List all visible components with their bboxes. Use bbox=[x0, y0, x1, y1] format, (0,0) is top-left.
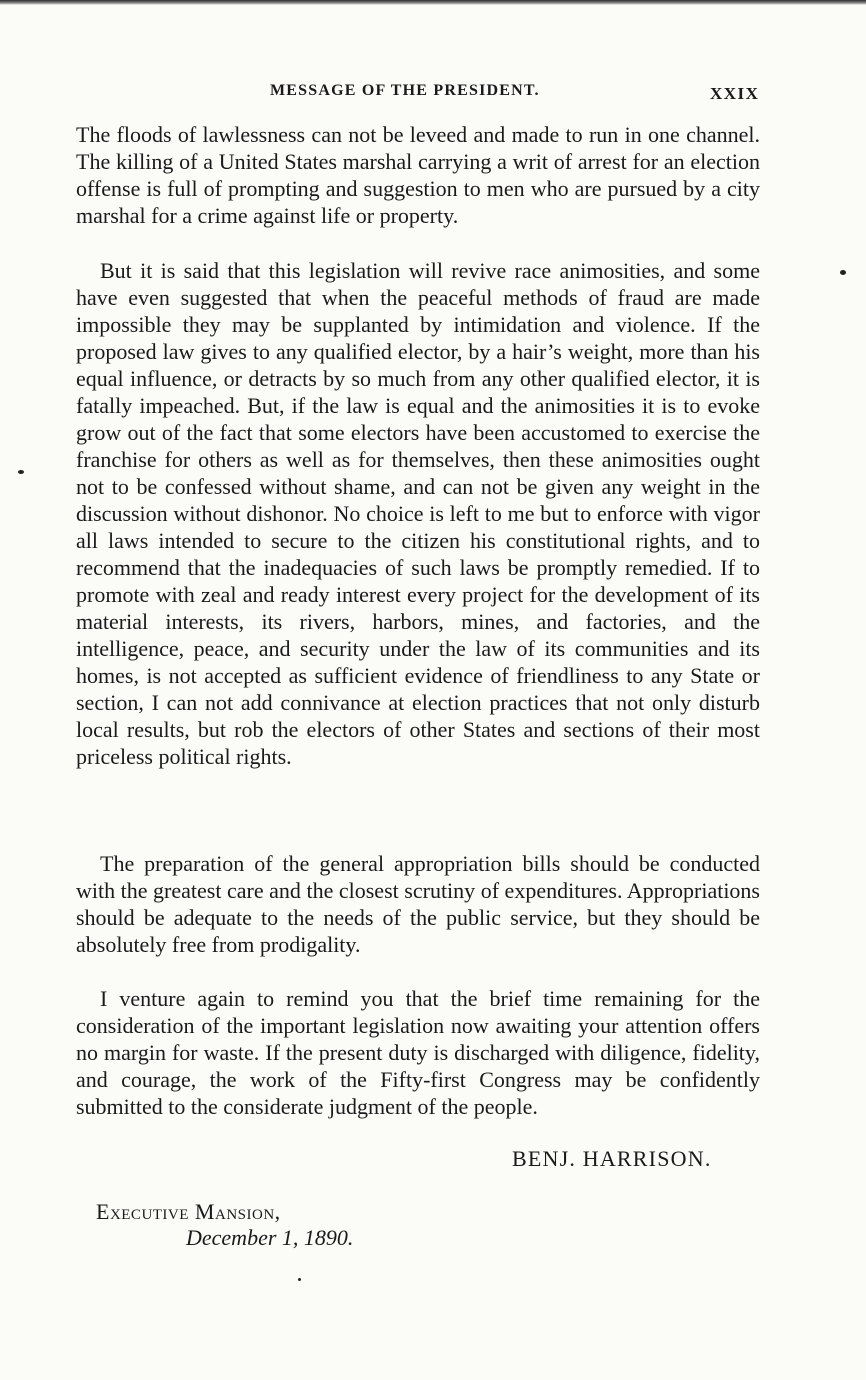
signature: BENJ. HARRISON. bbox=[512, 1146, 712, 1171]
paragraph-text: I venture again to remind you that the brief time remaining for the consideration of the important legislation now awaiting your attention offers no margin for waste. If the present duty is discharged with diligence, fidelity, and courage, the work of the Fifty-first Congress may be confidently submitted to the considerate judgment of the people. bbox=[76, 986, 760, 1119]
paragraph-race-animosities bbox=[76, 257, 760, 770]
place-line: Executive Mansion, bbox=[96, 1199, 281, 1224]
date-line: December 1, 1890. bbox=[186, 1225, 354, 1250]
paragraph-text: The preparation of the general appropriation bills should be conducted with the greatest care and the closest scrutiny of expenditures. Appropriations should be adequate to the needs of the public service, but they should be absolutely free from prodigality. bbox=[76, 851, 760, 957]
ink-speck bbox=[840, 270, 846, 275]
ink-speck bbox=[18, 470, 24, 474]
running-head: MESSAGE OF THE PRESIDENT. bbox=[270, 82, 540, 99]
paragraph-text: But it is said that this legislation will revive race animosities, and some have even suggested that when the peaceful methods of fraud are made impossible they may be supplanted by intimidation and violence. If the proposed law gives to any qualified elector, by a hair’s weight, more than his equal influence, or detracts by so much from any other qualified elector, it is fatally impeached. But, if the law is equal and the animosities it is to evoke grow out of the fact that some electors have been accustomed to exercise the franchise for others as well as for themselves, then these animosities ought not to be confessed without shame, and can not be given any weight in the discussion without dishonor. No choice is left to me but to enforce with vigor all laws intended to secure to the citizen his constitutional rights, and to recommend that the inadequacies of such laws be promptly remedied. If to promote with zeal and ready interest every project for the development of its material interests, its rivers, harbors, mines, and factories, and the intelligence, peace, and security under the law of its communities and its homes, is not accepted as sufficient evidence of friendliness to any State or section, I can not add connivance at election practices that not only disturb local results, but rob the electors of other States and sections of their most priceless political rights. bbox=[76, 258, 760, 769]
ink-speck bbox=[298, 1278, 301, 1281]
paragraph-text: The floods of lawlessness can not be leveed and made to run in one channel. The killing of a United States marshal carrying a writ of arrest for an election offense is full of prompting and suggestion to men who are pursued by a city marshal for a crime against life or property. bbox=[76, 122, 760, 228]
paragraph-closing-remarks bbox=[76, 985, 760, 1120]
scanned-page-edge bbox=[0, 0, 866, 5]
paragraph-lawlessness bbox=[76, 121, 760, 229]
page-number: XXIX bbox=[710, 84, 760, 103]
paragraph-appropriation-bills bbox=[76, 850, 760, 958]
